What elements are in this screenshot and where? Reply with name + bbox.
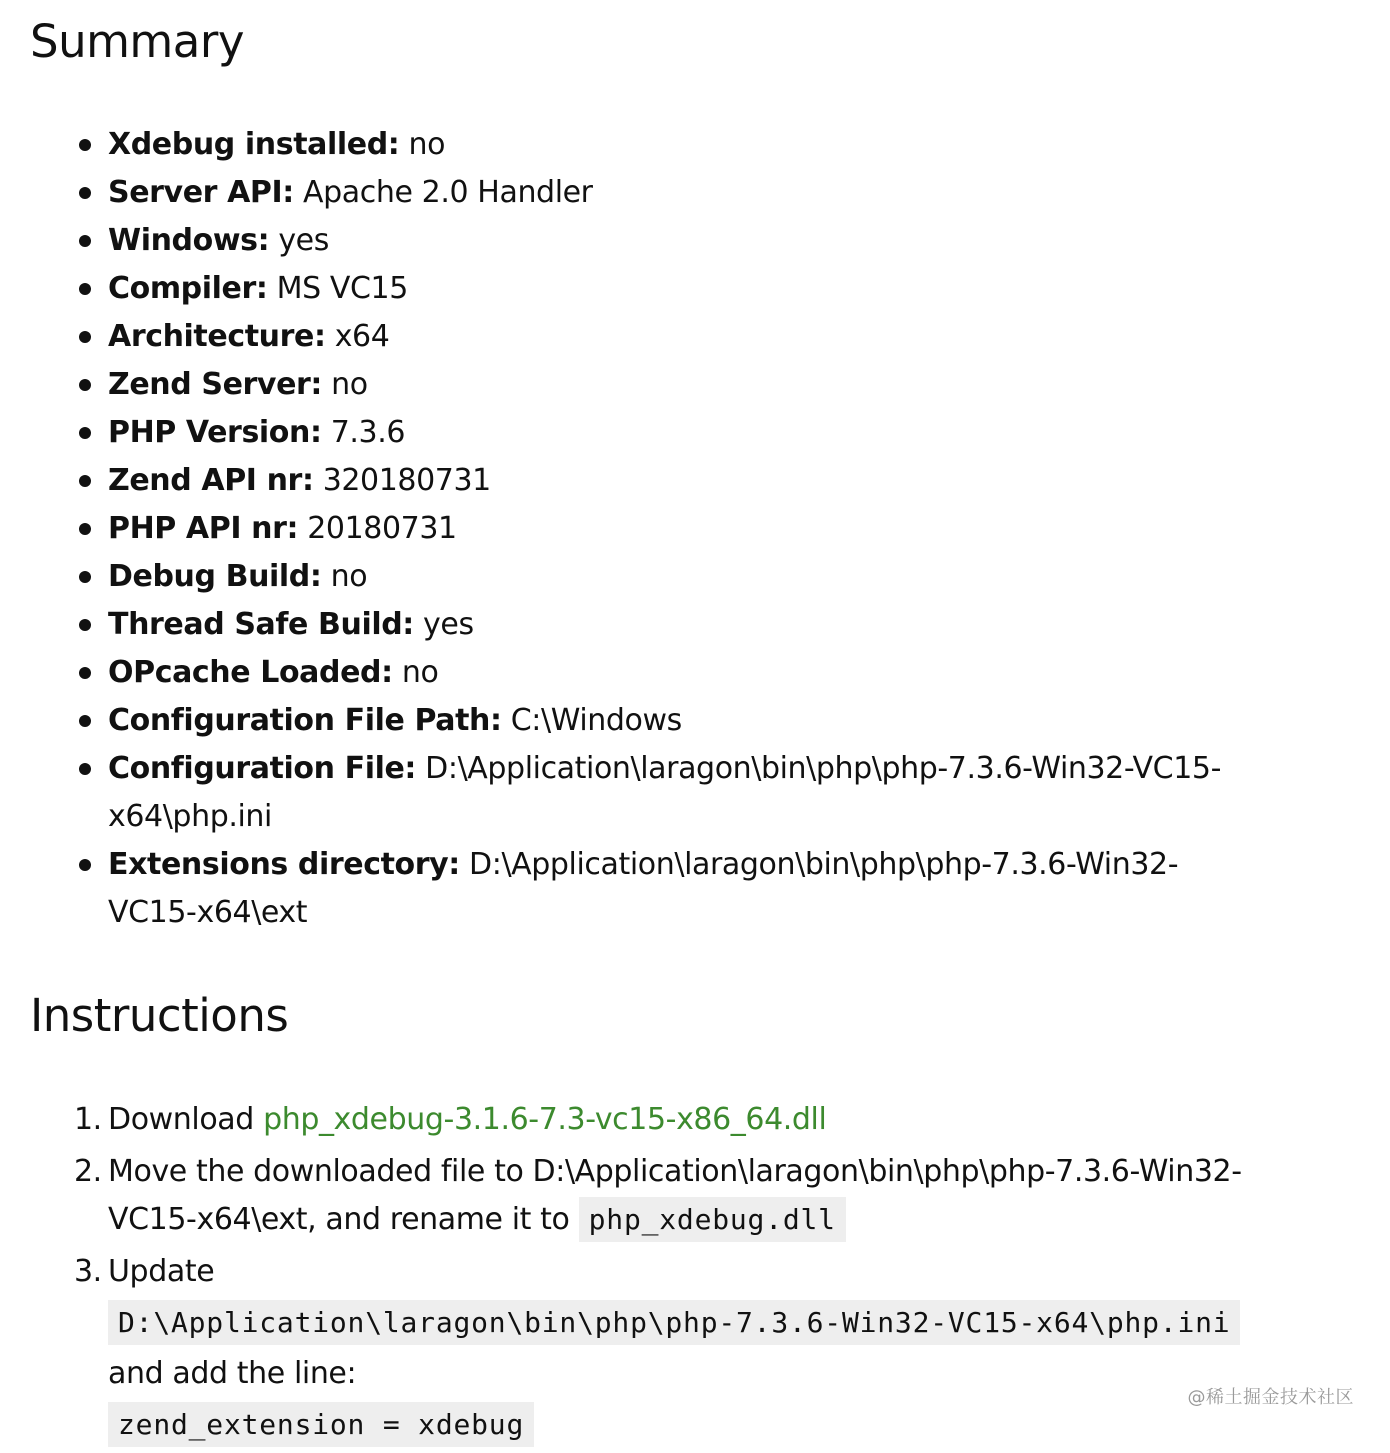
step-text-2: and add the line:: [108, 1356, 357, 1391]
summary-label: Debug Build:: [108, 559, 322, 594]
summary-list: [30, 121, 1258, 937]
summary-value: no: [331, 367, 368, 402]
summary-label: Zend Server:: [108, 367, 323, 402]
summary-value: 7.3.6: [330, 415, 406, 450]
summary-value: Apache 2.0 Handler: [303, 175, 593, 210]
step-number: 1.: [74, 1102, 102, 1137]
summary-value: D:\Application\laragon\bin\php\php-7.3.6-Win32-VC15-x64\php.ini: [108, 751, 1222, 834]
summary-label: Thread Safe Build:: [108, 607, 414, 642]
download-dll-link[interactable]: php_xdebug-3.1.6-7.3-vc15-x86_64.dll: [263, 1102, 827, 1137]
summary-item-opcache-loaded: [108, 649, 1258, 697]
instructions-heading: Instructions: [30, 989, 289, 1042]
summary-label: Compiler:: [108, 271, 268, 306]
summary-value: no: [401, 655, 439, 690]
summary-item-zend-api-nr: [108, 457, 1258, 505]
instruction-step-2: [74, 1148, 1288, 1244]
summary-label: OPcache Loaded:: [108, 655, 393, 690]
summary-label: Configuration File:: [108, 751, 417, 786]
summary-item-php-api-nr: [108, 505, 1258, 553]
summary-value: x64: [334, 319, 390, 354]
dll-filename-code: php_xdebug.dll: [579, 1197, 846, 1242]
step-number: 2.: [74, 1154, 102, 1189]
summary-heading: Summary: [30, 15, 244, 68]
summary-value: yes: [278, 223, 329, 258]
summary-item-server-api: [108, 169, 1258, 217]
summary-item-xdebug-installed: [108, 121, 1258, 169]
instruction-step-3: [74, 1248, 1288, 1449]
instruction-step-1: [74, 1096, 1288, 1144]
summary-label: Server API:: [108, 175, 294, 210]
summary-item-windows: [108, 217, 1258, 265]
step-text: Download: [108, 1102, 254, 1137]
summary-label: Zend API nr:: [108, 463, 314, 498]
summary-label: Windows:: [108, 223, 270, 258]
summary-value: no: [408, 127, 446, 162]
step-text: Move the downloaded file to D:\Application\laragon\bin\php\php-7.3.6-Win32-VC15-x64\ext, and rename it to: [108, 1154, 1242, 1237]
summary-value: yes: [423, 607, 474, 642]
zend-extension-code: zend_extension = xdebug: [108, 1402, 534, 1447]
step-text: Update: [108, 1254, 215, 1289]
summary-label: Configuration File Path:: [108, 703, 502, 738]
summary-item-thread-safe-build: [108, 601, 1258, 649]
summary-item-extensions-directory: [108, 841, 1258, 937]
summary-item-compiler: [108, 265, 1258, 313]
summary-label: Extensions directory:: [108, 847, 460, 882]
summary-item-architecture: [108, 313, 1258, 361]
summary-value: 320180731: [322, 463, 491, 498]
summary-value: no: [330, 559, 368, 594]
summary-value: D:\Application\laragon\bin\php\php-7.3.6-Win32-VC15-x64\ext: [108, 847, 1179, 930]
summary-label: PHP Version:: [108, 415, 322, 450]
summary-item-php-version: [108, 409, 1258, 457]
summary-label: PHP API nr:: [108, 511, 299, 546]
php-ini-path-code: D:\Application\laragon\bin\php\php-7.3.6-Win32-VC15-x64\php.ini: [108, 1300, 1240, 1345]
summary-label: Architecture:: [108, 319, 326, 354]
instructions-list: [30, 1096, 1288, 1453]
summary-label: Xdebug installed:: [108, 127, 400, 162]
watermark: @稀土掘金技术社区: [1187, 1387, 1354, 1408]
summary-value: 20180731: [307, 511, 457, 546]
summary-item-config-file: [108, 745, 1258, 841]
summary-item-debug-build: [108, 553, 1258, 601]
step-number: 3.: [74, 1254, 102, 1289]
summary-value: MS VC15: [276, 271, 408, 306]
summary-item-config-file-path: [108, 697, 1258, 745]
summary-value: C:\Windows: [510, 703, 682, 738]
summary-item-zend-server: [108, 361, 1258, 409]
